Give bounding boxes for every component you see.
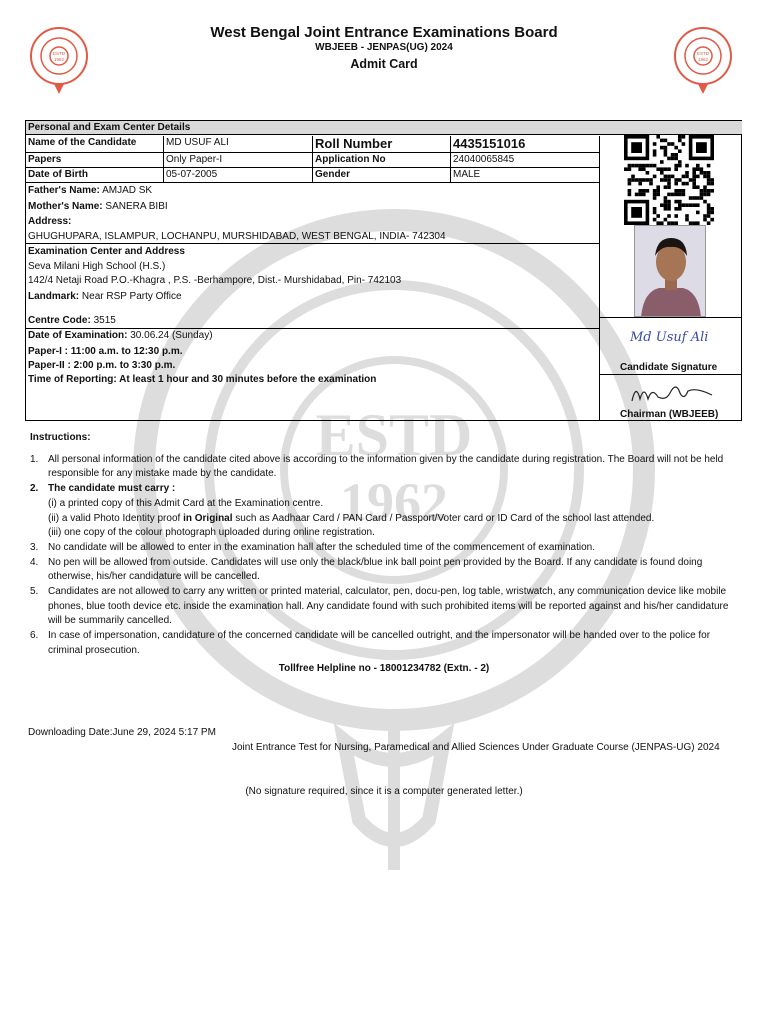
father-row: Father's Name: AMJAD SK xyxy=(28,185,153,196)
chairman-signature-image xyxy=(626,375,721,407)
exam-subtitle: WBJEEB - JENPAS(UG) 2024 xyxy=(315,42,453,53)
father-name: AMJAD SK xyxy=(102,185,153,196)
paper2-timing: Paper-II : 2:00 p.m. to 3:30 p.m. xyxy=(28,360,176,371)
candidate-signature-image xyxy=(626,319,721,349)
instruction-item: 2. The candidate must carry : (i) a printed copy of this Admit Card at the Examination centre. (ii) a valid Photo Identity proof in Original such as Aadhaar Card / PAN Card / Passport/Voter card or ID Card of the school last attended. (iii) one copy of the colour photograph uploaded during online registration. xyxy=(30,483,655,539)
board-title: West Bengal Joint Entrance Examinations Board xyxy=(210,24,558,41)
svg-text:ESTD: ESTD xyxy=(315,402,473,468)
application-no: 24040065845 xyxy=(451,153,600,168)
svg-text:Md Usuf Ali: Md Usuf Ali xyxy=(630,330,709,345)
label-name: Name of the Candidate xyxy=(26,136,164,153)
mother-row: Mother's Name: SANERA BIBI xyxy=(28,201,168,212)
label-dob: Date of Birth xyxy=(26,168,164,183)
reporting-time: Time of Reporting: At least 1 hour and 30 minutes before the examination xyxy=(28,374,377,385)
center-name: Seva Milani High School (H.S.) xyxy=(28,261,166,272)
label-gender: Gender xyxy=(313,168,451,183)
roll-number: 4435151016 xyxy=(451,136,600,153)
address-value: GHUGHUPARA, ISLAMPUR, LOCHANPU, MURSHIDABAD, WEST BENGAL, INDIA- 742304 xyxy=(28,231,446,242)
chairman-label: Chairman (WBJEEB) xyxy=(620,409,719,420)
download-date: Downloading Date:June 29, 2024 5:17 PM xyxy=(28,727,216,738)
landmark-row: Landmark: Near RSP Party Office xyxy=(28,291,182,302)
centre-code-row: Centre Code: 3515 xyxy=(28,315,116,326)
svg-text:1962: 1962 xyxy=(340,472,448,532)
page-header xyxy=(0,24,768,71)
details-card xyxy=(25,120,742,421)
seal-estd-text: ESTD xyxy=(52,51,66,56)
course-name: Joint Entrance Test for Nursing, Paramedical and Allied Sciences Under Graduate Course (JENPAS-UG) 2024 xyxy=(232,742,720,753)
helpline: Tollfree Helpline no - 18001234782 (Extn. - 2) xyxy=(278,663,490,674)
label-exam-center: Examination Center and Address xyxy=(28,246,185,257)
gender-value: MALE xyxy=(451,168,600,183)
candidate-signature-label: Candidate Signature xyxy=(620,362,718,373)
computer-generated-note: (No signature required, since it is a computer generated letter.) xyxy=(245,786,523,797)
exam-date-row: Date of Examination: 30.06.24 (Sunday) xyxy=(28,330,213,341)
instruction-item: 1. All personal information of the candidate cited above is according to the information given by the candidate during registration. The Board will not be held responsible for any mistake made by the candidate. xyxy=(30,453,724,480)
label-papers: Papers xyxy=(26,153,164,168)
instruction-item: 3. No candidate will be allowed to enter in the examination hall after the scheduled time of the commencement of examination. xyxy=(30,541,595,553)
right-panel-divider xyxy=(599,183,600,421)
papers-value: Only Paper-I xyxy=(164,153,313,168)
landmark-value: Near RSP Party Office xyxy=(81,291,182,302)
paper1-timing: Paper-I : 11:00 a.m. to 12:30 p.m. xyxy=(28,346,183,357)
instruction-item: 6. In case of impersonation, candidature of the concerned candidate will be cancelled outright, and the impersonator will be handed over to the police for criminal prosecution. xyxy=(30,630,711,656)
svg-text:ESTD: ESTD xyxy=(696,51,710,56)
dob-value: 05-07-2005 xyxy=(164,168,313,183)
label-application-no: Application No xyxy=(313,153,451,168)
qr-code xyxy=(622,134,718,226)
mother-name: SANERA BIBI xyxy=(105,201,168,212)
section-title: Personal and Exam Center Details xyxy=(26,121,742,135)
admit-card-title: Admit Card xyxy=(350,57,418,71)
instructions-title: Instructions: xyxy=(30,432,91,443)
candidate-name: MD USUF ALI xyxy=(164,136,313,153)
instruction-item: 4. No pen will be allowed from outside. Candidates will use only the black/blue ink ball point pen provided by the Board. If any candidate is found doing otherwise, his/her candidature will be cancelled. xyxy=(30,556,703,583)
label-address: Address: xyxy=(28,216,72,227)
exam-date: 30.06.24 (Sunday) xyxy=(130,330,213,341)
label-roll: Roll Number xyxy=(313,136,451,153)
instructions xyxy=(30,431,742,659)
candidate-photo xyxy=(634,225,706,317)
seal-year-text: 1962 xyxy=(53,57,65,62)
centre-code: 3515 xyxy=(93,315,116,326)
center-address: 142/4 Netaji Road P.O.-Khagra , P.S. -Berhampore, Dist.- Murshidabad, Pin- 742103 xyxy=(28,275,402,286)
svg-text:1962: 1962 xyxy=(697,57,709,62)
instruction-item: 5. Candidates are not allowed to carry any written or printed material, calculator, pen, docu-pen, log table, wristwatch, any communication device like mobile phones, blue tooth device etc. inside the examination hall. Any candidate found with such prohibited items will be reported against and his/her candidature will be summarily cancelled. xyxy=(30,586,729,627)
